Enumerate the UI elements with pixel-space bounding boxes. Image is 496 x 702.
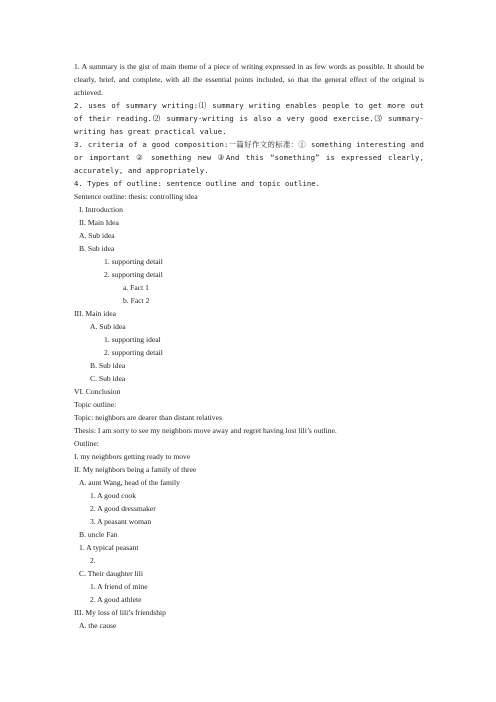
- outline-line: 1. supporting detail: [104, 257, 163, 266]
- outline-line: II. My neighbors being a family of three: [74, 465, 197, 474]
- outline-line: 2. supporting detail: [104, 348, 163, 357]
- outline-line: A. aunt Wang, head of the family: [79, 478, 180, 487]
- outline-line: A. Sub idea: [79, 231, 115, 240]
- document-body: [74, 60, 424, 632]
- outline-line: B. uncle Fan: [79, 530, 118, 539]
- outline-line: I. my neighbors getting ready to move: [74, 452, 191, 461]
- paragraph-composition-criteria: 3. criteria of a good composition:一篇好作文的标准：① something interesting and or important ② something new ③And this “something” is expressed clearly, accurately, and appropriately.: [74, 140, 424, 175]
- outline-list: [74, 190, 424, 632]
- outline-line: 1. A friend of mine: [90, 582, 148, 591]
- outline-line: B. Sub idea: [90, 361, 126, 370]
- outline-line: 2. A good athlete: [90, 595, 142, 604]
- paragraph-summary-definition: 1. A summary is the gist of main theme of a piece of writing expressed in as few words as possible. It should be clearly, brief, and complete, with all the essential points included, so that the general effect of the original is achieved.: [74, 62, 424, 97]
- outline-line: 1. A good cook: [90, 491, 136, 500]
- paragraph-outline-types: 4. Types of outline: sentence outline and topic outline.: [74, 179, 321, 188]
- outline-line: Topic: neighbors are dearer than distant relatives: [74, 413, 222, 422]
- outline-line: III. Main idea: [74, 309, 116, 318]
- outline-line: II. Main Idea: [79, 218, 119, 227]
- outline-line: Topic outline:: [74, 400, 117, 409]
- outline-line: 2. supporting detail: [104, 270, 163, 279]
- outline-line: 1. supporting ideal: [104, 335, 161, 344]
- outline-line: B. Sub idea: [79, 244, 115, 253]
- outline-line: 3. A peasant woman: [90, 517, 152, 526]
- outline-line: 2. A good dressmaker: [90, 504, 156, 513]
- outline-line: C. Their daughter lili: [79, 569, 143, 578]
- outline-line: 2.: [90, 556, 96, 565]
- outline-line: a. Fact 1: [123, 283, 149, 292]
- outline-line: 1. A typical peasant: [79, 543, 139, 552]
- outline-line: A. Sub idea: [90, 322, 126, 331]
- outline-line: Thesis: I am sorry to see my neighbors move away and regret having lost lili’s outline.: [74, 426, 337, 435]
- outline-line: A. the cause: [79, 621, 117, 630]
- outline-line: VI. Conclusion: [74, 387, 121, 396]
- outline-line: Sentence outline: thesis: controlling idea: [74, 192, 198, 201]
- paragraph-summary-uses: 2. uses of summary writing:⑴ summary writing enables people to get more out of their reading.⑵ summary-writing is also a very good exercise.⑶ summary-writing has great practical value.: [74, 101, 424, 136]
- outline-line: Outline:: [74, 439, 99, 448]
- outline-line: C. Sub idea: [90, 374, 126, 383]
- outline-line: III. My loss of lili’s friendship: [74, 608, 166, 617]
- outline-line: I. Introduction: [79, 205, 123, 214]
- outline-line: b. Fact 2: [123, 296, 150, 305]
